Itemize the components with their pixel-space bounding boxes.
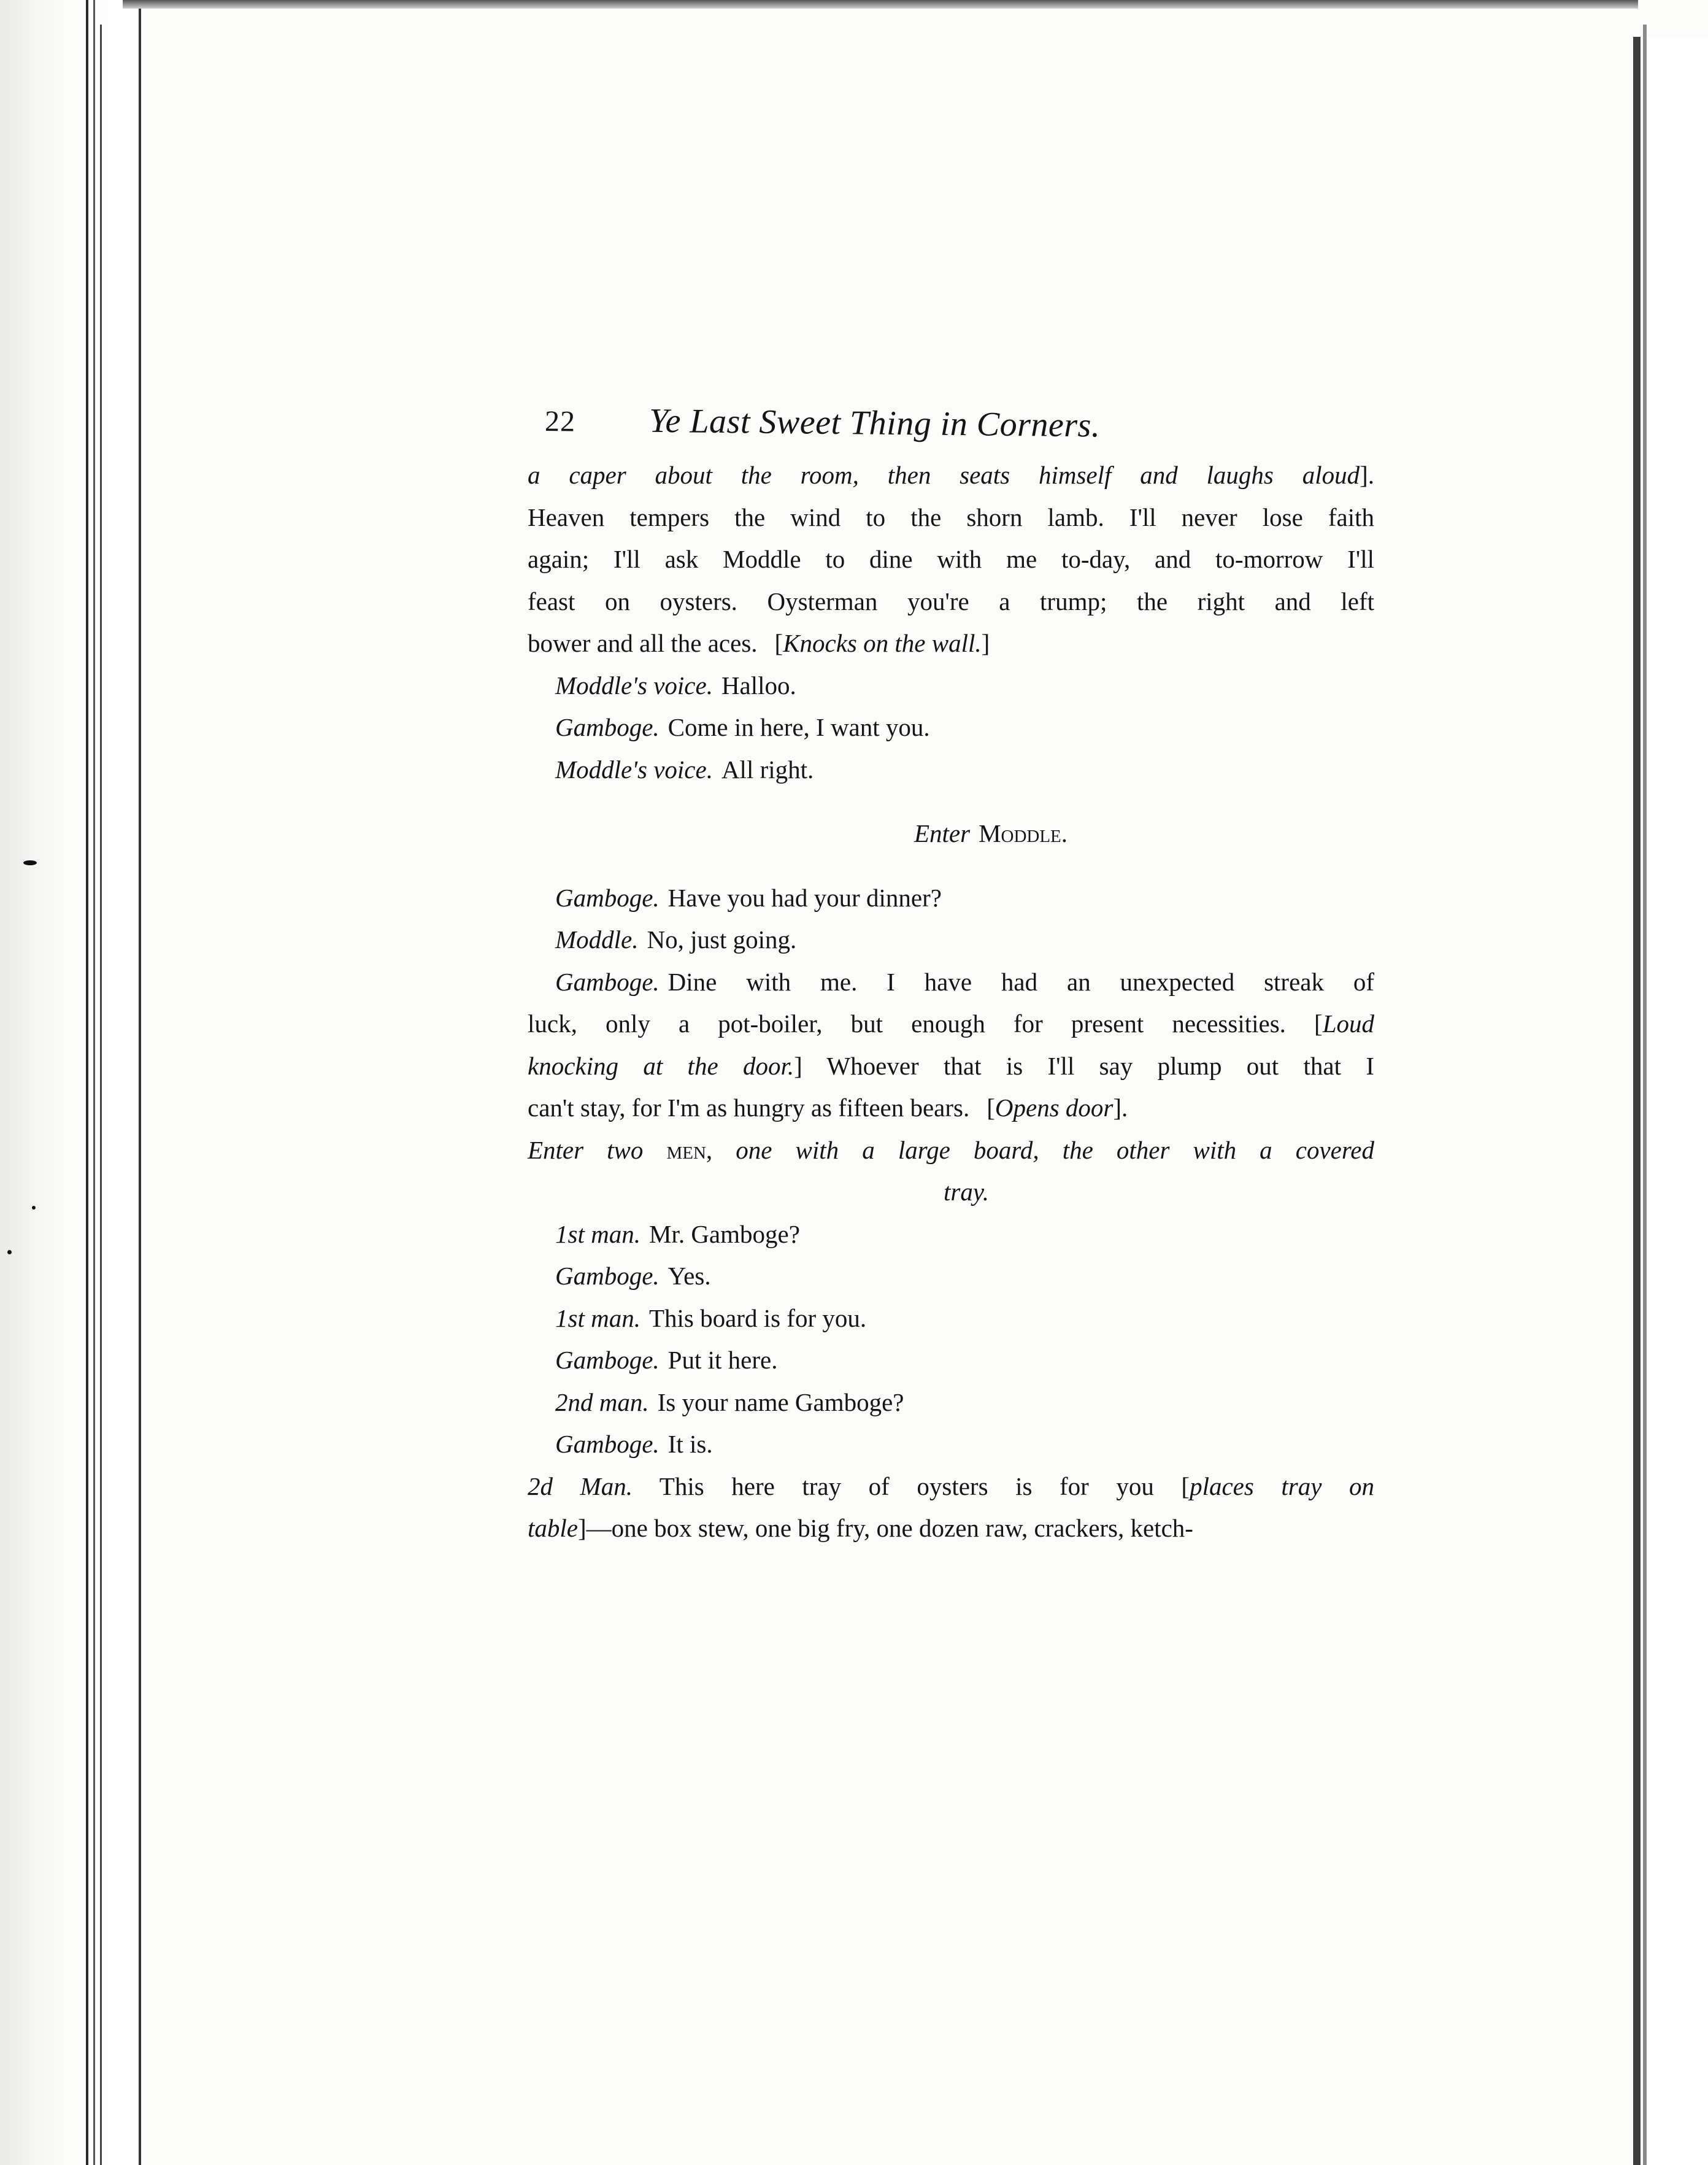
binding-shadow (1633, 37, 1641, 2165)
page-edge-line (86, 0, 88, 2165)
running-title: Ye Last Sweet Thing in Corners. (648, 401, 1101, 445)
binding-edge (1643, 25, 1647, 2165)
dialogue-line (528, 877, 1374, 919)
page-body (528, 399, 1374, 1549)
speaker-name: Gamboge. (555, 713, 660, 741)
bracket: ]. (1360, 461, 1374, 489)
running-header (545, 399, 1375, 463)
speaker-name: Gamboge. (555, 1346, 660, 1374)
text-line (528, 1045, 1374, 1087)
scan-speck (23, 860, 37, 865)
dialogue-text: All right. (721, 755, 814, 784)
text-span: luck, only a pot-boiler, but enough for present necessities. (528, 1009, 1286, 1038)
text-line: Heaven tempers the wind to the shorn lamb. I'll never lose faith (528, 503, 1374, 531)
speaker-name: 1st man. (555, 1219, 640, 1248)
text-line: again; I'll ask Moddle to dine with me to-day, and to-morrow I'll (528, 545, 1374, 573)
text-span: can't stay, for I'm as hungry as fifteen bears. (528, 1094, 970, 1122)
dialogue-text: Dine with me. I have had an unexpected streak of (667, 967, 1374, 996)
speaker-name: Gamboge. (555, 967, 660, 996)
text-line (528, 1003, 1374, 1045)
speaker-name: Moddle's voice. (555, 755, 713, 784)
dialogue-text: Halloo. (721, 671, 796, 700)
dialogue-line (528, 919, 1374, 961)
stage-direction: Enter (914, 819, 971, 847)
speaker-name: 2d Man. (528, 1472, 633, 1500)
text-line (528, 622, 1374, 665)
stage-direction: Opens door (994, 1094, 1114, 1122)
dialogue-line (528, 1381, 1374, 1424)
dialogue-text: It is. (667, 1430, 713, 1458)
bracket: [ (987, 1094, 995, 1122)
stage-direction: tray. (943, 1178, 990, 1206)
dialogue-line (528, 1213, 1374, 1256)
stage-entrance (528, 1129, 1374, 1171)
dialogue-text: Put it here. (667, 1346, 778, 1374)
page-edge-line (100, 25, 102, 2165)
dialogue-line (528, 1423, 1374, 1465)
scan-speck (32, 1206, 36, 1210)
text-span: bower and all the aces. (528, 629, 758, 657)
speaker-name: Gamboge. (555, 1262, 660, 1290)
speaker-name: Moddle. (555, 925, 639, 954)
stage-direction: Enter two (528, 1135, 644, 1164)
stage-direction: table (528, 1514, 578, 1542)
stage-direction: a caper about the room, then seats himself and laughs aloud (528, 461, 1360, 489)
dialogue-text: Is your name Gamboge? (657, 1387, 904, 1416)
dialogue-line (528, 749, 1374, 791)
stage-direction: Knocks on the wall. (783, 629, 982, 657)
dialogue-line (528, 706, 1374, 749)
page-number: 22 (544, 405, 576, 438)
bracket: [ (1181, 1472, 1190, 1500)
stage-direction: places tray on (1190, 1472, 1374, 1500)
scan-speck (7, 1250, 12, 1254)
text-line (528, 1087, 1374, 1129)
character-name: men, (666, 1135, 713, 1164)
dialogue-text: Come in here, I want you. (667, 713, 930, 741)
dialogue-text: Have you had your dinner? (667, 883, 942, 912)
text-line (528, 1507, 1374, 1549)
stage-direction: Loud (1322, 1009, 1374, 1038)
text-span: Whoever that is I'll say plump out that I (826, 1051, 1374, 1080)
dialogue-line (528, 1465, 1374, 1508)
speaker-name: Gamboge. (555, 1430, 660, 1458)
bracket: [ (1314, 1009, 1323, 1038)
dialogue-line (528, 961, 1374, 1003)
dialogue-line (528, 1339, 1374, 1381)
dialogue-text: Mr. Gamboge? (648, 1219, 800, 1248)
bracket: ] (794, 1051, 802, 1080)
stage-direction: knocking at the door. (528, 1051, 794, 1080)
page-edge-line (93, 0, 95, 2165)
dialogue-text: Yes. (667, 1262, 711, 1290)
text-line: feast on oysters. Oysterman you're a trump; the right and left (528, 587, 1374, 616)
dialogue-line (528, 1297, 1374, 1340)
page-edge-line (139, 0, 141, 2165)
dialogue-text: This here tray of oysters is for you (659, 1472, 1154, 1500)
speaker-name: 2nd man. (555, 1387, 649, 1416)
dialogue-line (528, 1255, 1374, 1297)
bracket: ]. (1113, 1094, 1128, 1122)
top-page-edge (123, 0, 1638, 9)
character-name: Moddle. (979, 819, 1068, 847)
stage-entrance (528, 1171, 1374, 1213)
stage-direction: one with a large board, the other with a covered (736, 1135, 1374, 1164)
speaker-name: 1st man. (555, 1303, 640, 1332)
dialogue-line (528, 665, 1374, 707)
bracket: [ (774, 629, 783, 657)
stacked-page-edges (0, 0, 141, 2165)
dialogue-text: This board is for you. (648, 1303, 867, 1332)
dialogue-text: No, just going. (647, 925, 797, 954)
bracket: ] (981, 629, 990, 657)
speaker-name: Moddle's voice. (555, 671, 713, 700)
dialogue-text: ]—one box stew, one big fry, one dozen raw, crackers, ketch- (577, 1514, 1193, 1542)
speaker-name: Gamboge. (555, 883, 660, 912)
stage-entrance (528, 812, 1374, 855)
